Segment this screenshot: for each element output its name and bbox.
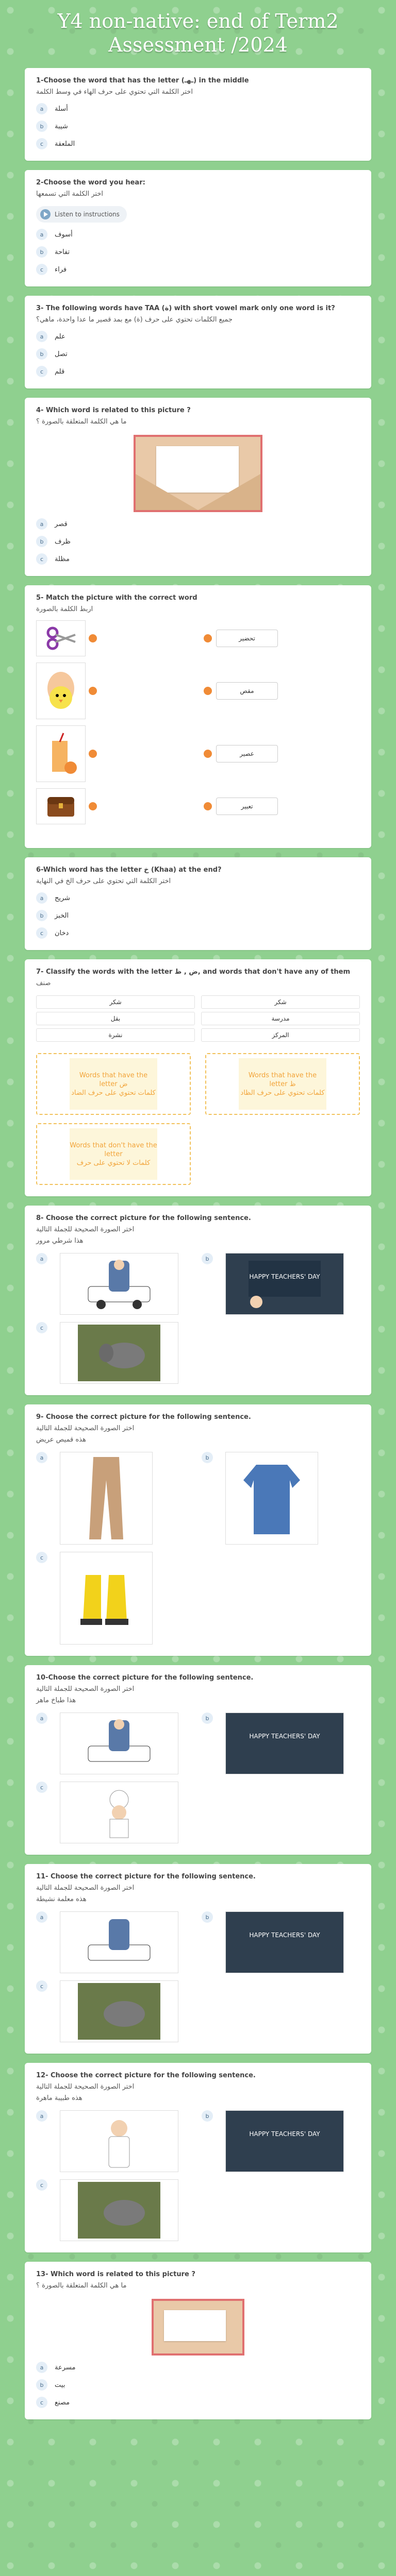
option-c[interactable] bbox=[36, 2397, 360, 2408]
picture-option-a[interactable] bbox=[36, 1713, 194, 1774]
listen-label: Listen to instructions bbox=[55, 211, 120, 218]
question-sentence: هذا طباخ ماهر bbox=[36, 1697, 76, 1704]
teacher-picture bbox=[225, 1253, 344, 1315]
question-12 bbox=[25, 2063, 371, 2252]
teacher-picture bbox=[225, 2110, 344, 2172]
question-title: 7- Classify the words with the letter ض , ظ, and words that don't have any of them bbox=[36, 968, 351, 976]
svg-text:HAPPY TEACHERS' DAY: HAPPY TEACHERS' DAY bbox=[249, 1733, 320, 1740]
question-title: 13- Which word is related to this picture ? bbox=[36, 2270, 195, 2278]
question-title: 12- Choose the correct picture for the following sentence. bbox=[36, 2072, 256, 2079]
option-label: الملعقة bbox=[55, 140, 75, 148]
match-row bbox=[36, 663, 360, 719]
question-subtitle: اربط الكلمة بالصورة bbox=[36, 605, 93, 613]
question-4 bbox=[25, 398, 371, 576]
question-subtitle: اختر الكلمة التي تحتوي على حرف الهاء في وسط الكلمة bbox=[36, 88, 193, 96]
assessment-title: Y4 non-native: end of Term2 Assessment /2024 bbox=[57, 10, 339, 56]
option-c[interactable] bbox=[36, 264, 360, 275]
option-label: تصل bbox=[55, 350, 68, 358]
picture-option-c[interactable] bbox=[36, 1552, 194, 1645]
police-picture bbox=[60, 1713, 178, 1774]
bucket-title: Words that have the letter ض bbox=[79, 1071, 148, 1088]
word-chip[interactable]: مدرسة bbox=[201, 1012, 360, 1025]
option-label: دخان bbox=[55, 929, 69, 937]
option-letter: b bbox=[202, 2110, 213, 2122]
question-subtitle: جميع الكلمات تحتوي على حرف (ة) مع بمد قصير ما عدا واحدة، ماهي؟ bbox=[36, 316, 233, 324]
option-label: تفاحة bbox=[55, 248, 70, 256]
question-5 bbox=[25, 585, 371, 848]
option-letter: c bbox=[36, 927, 47, 939]
question-subtitle: صنف bbox=[36, 979, 51, 987]
option-letter: a bbox=[36, 2362, 47, 2373]
option-letter: b bbox=[36, 121, 47, 132]
question-6 bbox=[25, 857, 371, 950]
option-letter: c bbox=[36, 553, 47, 565]
option-letter: c bbox=[36, 1322, 47, 1333]
bucket-dhaa[interactable] bbox=[205, 1053, 360, 1115]
question-11 bbox=[25, 1864, 371, 2054]
question-subtitle: اختر الكلمة التي تسمعها bbox=[36, 190, 103, 198]
bucket-subtitle: كلمات لا تحتوي على حرف bbox=[76, 1159, 151, 1167]
envelope-image bbox=[134, 435, 262, 512]
option-letter: a bbox=[36, 229, 47, 240]
option-letter: c bbox=[36, 2179, 47, 2191]
question-subtitle: اختر الصورة الصحيحة للجملة التالية bbox=[36, 1425, 135, 1432]
option-letter: a bbox=[36, 1713, 47, 1724]
chick-image bbox=[36, 663, 86, 719]
teacher-picture bbox=[225, 1713, 344, 1774]
picture-option-c[interactable] bbox=[36, 1980, 194, 2042]
option-letter: b bbox=[36, 348, 47, 360]
bucket-title: Words that have the letter ظ bbox=[248, 1071, 317, 1088]
word-chip[interactable]: نشرة bbox=[36, 1028, 195, 1042]
word-chip[interactable]: شكر bbox=[36, 995, 195, 1009]
option-letter: a bbox=[36, 331, 47, 342]
question-title: 1-Choose the word that has the letter (ـهـ) in the middle bbox=[36, 77, 249, 84]
option-label: أسلة bbox=[55, 105, 68, 113]
question-10 bbox=[25, 1665, 371, 1855]
question-subtitle: اختر الصورة الصحيحة للجملة التالية bbox=[36, 1226, 135, 1233]
question-3 bbox=[25, 296, 371, 388]
question-subtitle: ما هي الكلمة المتعلقة بالصورة ؟ bbox=[36, 2282, 127, 2290]
police-picture bbox=[60, 1253, 178, 1315]
bucket-subtitle: كلمات تحتوي على حرف الضاد bbox=[71, 1089, 156, 1097]
question-sentence: هذه معلمة نشيطة bbox=[36, 1895, 87, 1903]
option-letter: a bbox=[36, 892, 47, 904]
option-letter: b bbox=[202, 1911, 213, 1923]
match-handle[interactable] bbox=[204, 802, 212, 810]
option-label: أسوف bbox=[55, 230, 73, 239]
question-subtitle: اختر الصورة الصحيحة للجملة التالية bbox=[36, 1884, 135, 1892]
svg-text:HAPPY TEACHERS' DAY: HAPPY TEACHERS' DAY bbox=[249, 2130, 320, 2138]
chest-image bbox=[36, 788, 86, 824]
option-b[interactable] bbox=[36, 121, 360, 132]
question-title: 10-Choose the correct picture for the following sentence. bbox=[36, 1674, 254, 1682]
option-a[interactable] bbox=[36, 229, 360, 240]
question-title: 6-Which word has the letter خ (Khaa) at the end? bbox=[36, 866, 222, 874]
trousers-picture bbox=[60, 1452, 153, 1545]
match-handle[interactable] bbox=[89, 634, 97, 642]
match-row bbox=[36, 620, 360, 656]
option-a[interactable] bbox=[36, 103, 360, 114]
match-word[interactable]: عصير bbox=[216, 745, 278, 762]
question-9 bbox=[25, 1404, 371, 1656]
option-label: قلم bbox=[55, 367, 65, 376]
bucket-none[interactable] bbox=[36, 1123, 191, 1185]
picture-option-c[interactable] bbox=[36, 2179, 194, 2241]
match-word[interactable]: مقص bbox=[216, 682, 278, 700]
option-a[interactable] bbox=[36, 2362, 360, 2373]
option-c[interactable] bbox=[36, 138, 360, 149]
option-label: مصنع bbox=[55, 2398, 70, 2406]
police-picture bbox=[60, 1911, 178, 1973]
option-letter: c bbox=[36, 366, 47, 377]
option-b[interactable] bbox=[36, 348, 360, 360]
option-b[interactable] bbox=[36, 2379, 360, 2391]
picture-option-a[interactable] bbox=[36, 1452, 194, 1545]
match-row bbox=[36, 788, 360, 824]
question-8 bbox=[25, 1206, 371, 1395]
match-word[interactable]: تعبير bbox=[216, 798, 278, 815]
picture-option-a[interactable] bbox=[36, 1911, 194, 1973]
picture-option-c[interactable] bbox=[36, 1782, 194, 1843]
picture-option-a[interactable] bbox=[36, 1253, 194, 1315]
juice-image bbox=[36, 725, 86, 782]
option-letter: b bbox=[202, 1452, 213, 1463]
picture-option-b[interactable] bbox=[202, 1253, 360, 1315]
question-title: 3- The following words have TAA (ة) with short vowel mark only one word is it? bbox=[36, 304, 335, 312]
option-label: شريح bbox=[55, 894, 71, 902]
question-13 bbox=[25, 2262, 371, 2419]
option-letter: c bbox=[36, 1980, 47, 1992]
question-title: 8- Choose the correct picture for the following sentence. bbox=[36, 1214, 251, 1222]
option-b[interactable] bbox=[36, 910, 360, 921]
option-letter: a bbox=[36, 1911, 47, 1923]
classification-buckets bbox=[36, 1053, 360, 1185]
match-handle[interactable] bbox=[204, 634, 212, 642]
option-letter: b bbox=[36, 246, 47, 258]
option-a[interactable] bbox=[36, 331, 360, 342]
question-title: 2-Choose the word you hear: bbox=[36, 179, 145, 187]
option-letter: b bbox=[202, 1713, 213, 1724]
assessment-sheet bbox=[25, 68, 371, 2419]
picture-option-b[interactable] bbox=[202, 1452, 360, 1545]
chef-picture bbox=[60, 1782, 178, 1843]
option-a[interactable] bbox=[36, 892, 360, 904]
question-subtitle: اختر الكلمة التي تحتوي على حرف الخ في النهاية bbox=[36, 877, 171, 885]
option-letter: a bbox=[36, 1253, 47, 1264]
shirt-picture bbox=[225, 1452, 318, 1545]
question-7 bbox=[25, 959, 371, 1196]
option-letter: a bbox=[36, 1452, 47, 1463]
option-letter: a bbox=[36, 518, 47, 530]
option-label: مسرعة bbox=[55, 2363, 76, 2371]
option-label: شيبة bbox=[55, 122, 68, 130]
question-title: 5- Match the picture with the correct word bbox=[36, 594, 197, 602]
doctor-picture bbox=[60, 2110, 178, 2172]
option-label: قصر bbox=[55, 520, 68, 528]
option-letter: c bbox=[36, 1552, 47, 1563]
option-b[interactable] bbox=[36, 536, 360, 547]
option-a[interactable] bbox=[36, 518, 360, 530]
word-chip[interactable]: بقل bbox=[36, 1012, 195, 1025]
picture-option-a[interactable] bbox=[36, 2110, 194, 2172]
option-letter: c bbox=[36, 2397, 47, 2408]
option-label: ظرف bbox=[55, 537, 71, 546]
option-b[interactable] bbox=[36, 246, 360, 258]
option-letter: a bbox=[36, 103, 47, 114]
word-chips bbox=[36, 995, 360, 1042]
word-chip[interactable]: شكر bbox=[201, 995, 360, 1009]
option-letter: c bbox=[36, 264, 47, 275]
option-label: بيت bbox=[55, 2381, 65, 2389]
question-title: 11- Choose the correct picture for the following sentence. bbox=[36, 1873, 256, 1880]
question-title: 4- Which word is related to this picture ? bbox=[36, 406, 191, 414]
option-letter: c bbox=[36, 1782, 47, 1793]
listen-button[interactable] bbox=[36, 206, 127, 223]
match-row bbox=[36, 725, 360, 782]
question-subtitle: اختر الصورة الصحيحة للجملة التالية bbox=[36, 1685, 135, 1693]
scissors-image bbox=[36, 620, 86, 656]
option-c[interactable] bbox=[36, 927, 360, 939]
elephant-picture bbox=[60, 2179, 178, 2241]
match-handle[interactable] bbox=[89, 750, 97, 758]
bucket-subtitle: كلمات تحتوي على حرف الظاد bbox=[240, 1089, 325, 1097]
option-letter: a bbox=[36, 2110, 47, 2122]
question-2 bbox=[25, 170, 371, 286]
picture-option-b[interactable] bbox=[202, 2110, 360, 2172]
picture-option-c[interactable] bbox=[36, 1322, 194, 1384]
option-c[interactable] bbox=[36, 366, 360, 377]
option-c[interactable] bbox=[36, 553, 360, 565]
option-letter: b bbox=[202, 1253, 213, 1264]
teacher-picture bbox=[225, 1911, 344, 1973]
question-sentence: هذا شرطي مرور bbox=[36, 1237, 84, 1245]
bucket-dad[interactable] bbox=[36, 1053, 191, 1115]
question-sentence: هذه طبيبة ماهرة bbox=[36, 2094, 82, 2102]
question-subtitle: اختر الصورة الصحيحة للجملة التالية bbox=[36, 2083, 135, 2091]
option-label: فراء bbox=[55, 265, 67, 274]
svg-text:HAPPY TEACHERS' DAY: HAPPY TEACHERS' DAY bbox=[249, 1273, 320, 1280]
option-label: مظلة bbox=[55, 555, 70, 563]
option-letter: b bbox=[36, 536, 47, 547]
picture-option-b[interactable] bbox=[202, 1911, 360, 1973]
svg-text:HAPPY TEACHERS' DAY: HAPPY TEACHERS' DAY bbox=[249, 1931, 320, 1939]
word-chip[interactable]: المركز bbox=[201, 1028, 360, 1042]
boots-picture bbox=[60, 1552, 153, 1645]
option-letter: b bbox=[36, 2379, 47, 2391]
question-subtitle: ما هي الكلمة المتعلقة بالصورة ؟ bbox=[36, 418, 127, 426]
question-sentence: هذه قميص عريض bbox=[36, 1436, 86, 1444]
play-icon bbox=[40, 209, 51, 219]
picture bbox=[152, 2299, 244, 2355]
match-handle[interactable] bbox=[89, 802, 97, 810]
match-handle[interactable] bbox=[89, 687, 97, 695]
bucket-title: Words that don't have the letter bbox=[70, 1141, 157, 1158]
option-label: علم bbox=[55, 332, 65, 341]
option-letter: b bbox=[36, 910, 47, 921]
option-label: الخبز bbox=[55, 911, 69, 920]
picture-option-b[interactable] bbox=[202, 1713, 360, 1774]
question-title: 9- Choose the correct picture for the following sentence. bbox=[36, 1413, 251, 1421]
match-handle[interactable] bbox=[204, 687, 212, 695]
question-1 bbox=[25, 68, 371, 161]
match-word[interactable]: تحضير bbox=[216, 630, 278, 647]
elephant-picture bbox=[60, 1980, 178, 2042]
elephant-picture bbox=[60, 1322, 178, 1384]
option-letter: c bbox=[36, 138, 47, 149]
match-handle[interactable] bbox=[204, 750, 212, 758]
